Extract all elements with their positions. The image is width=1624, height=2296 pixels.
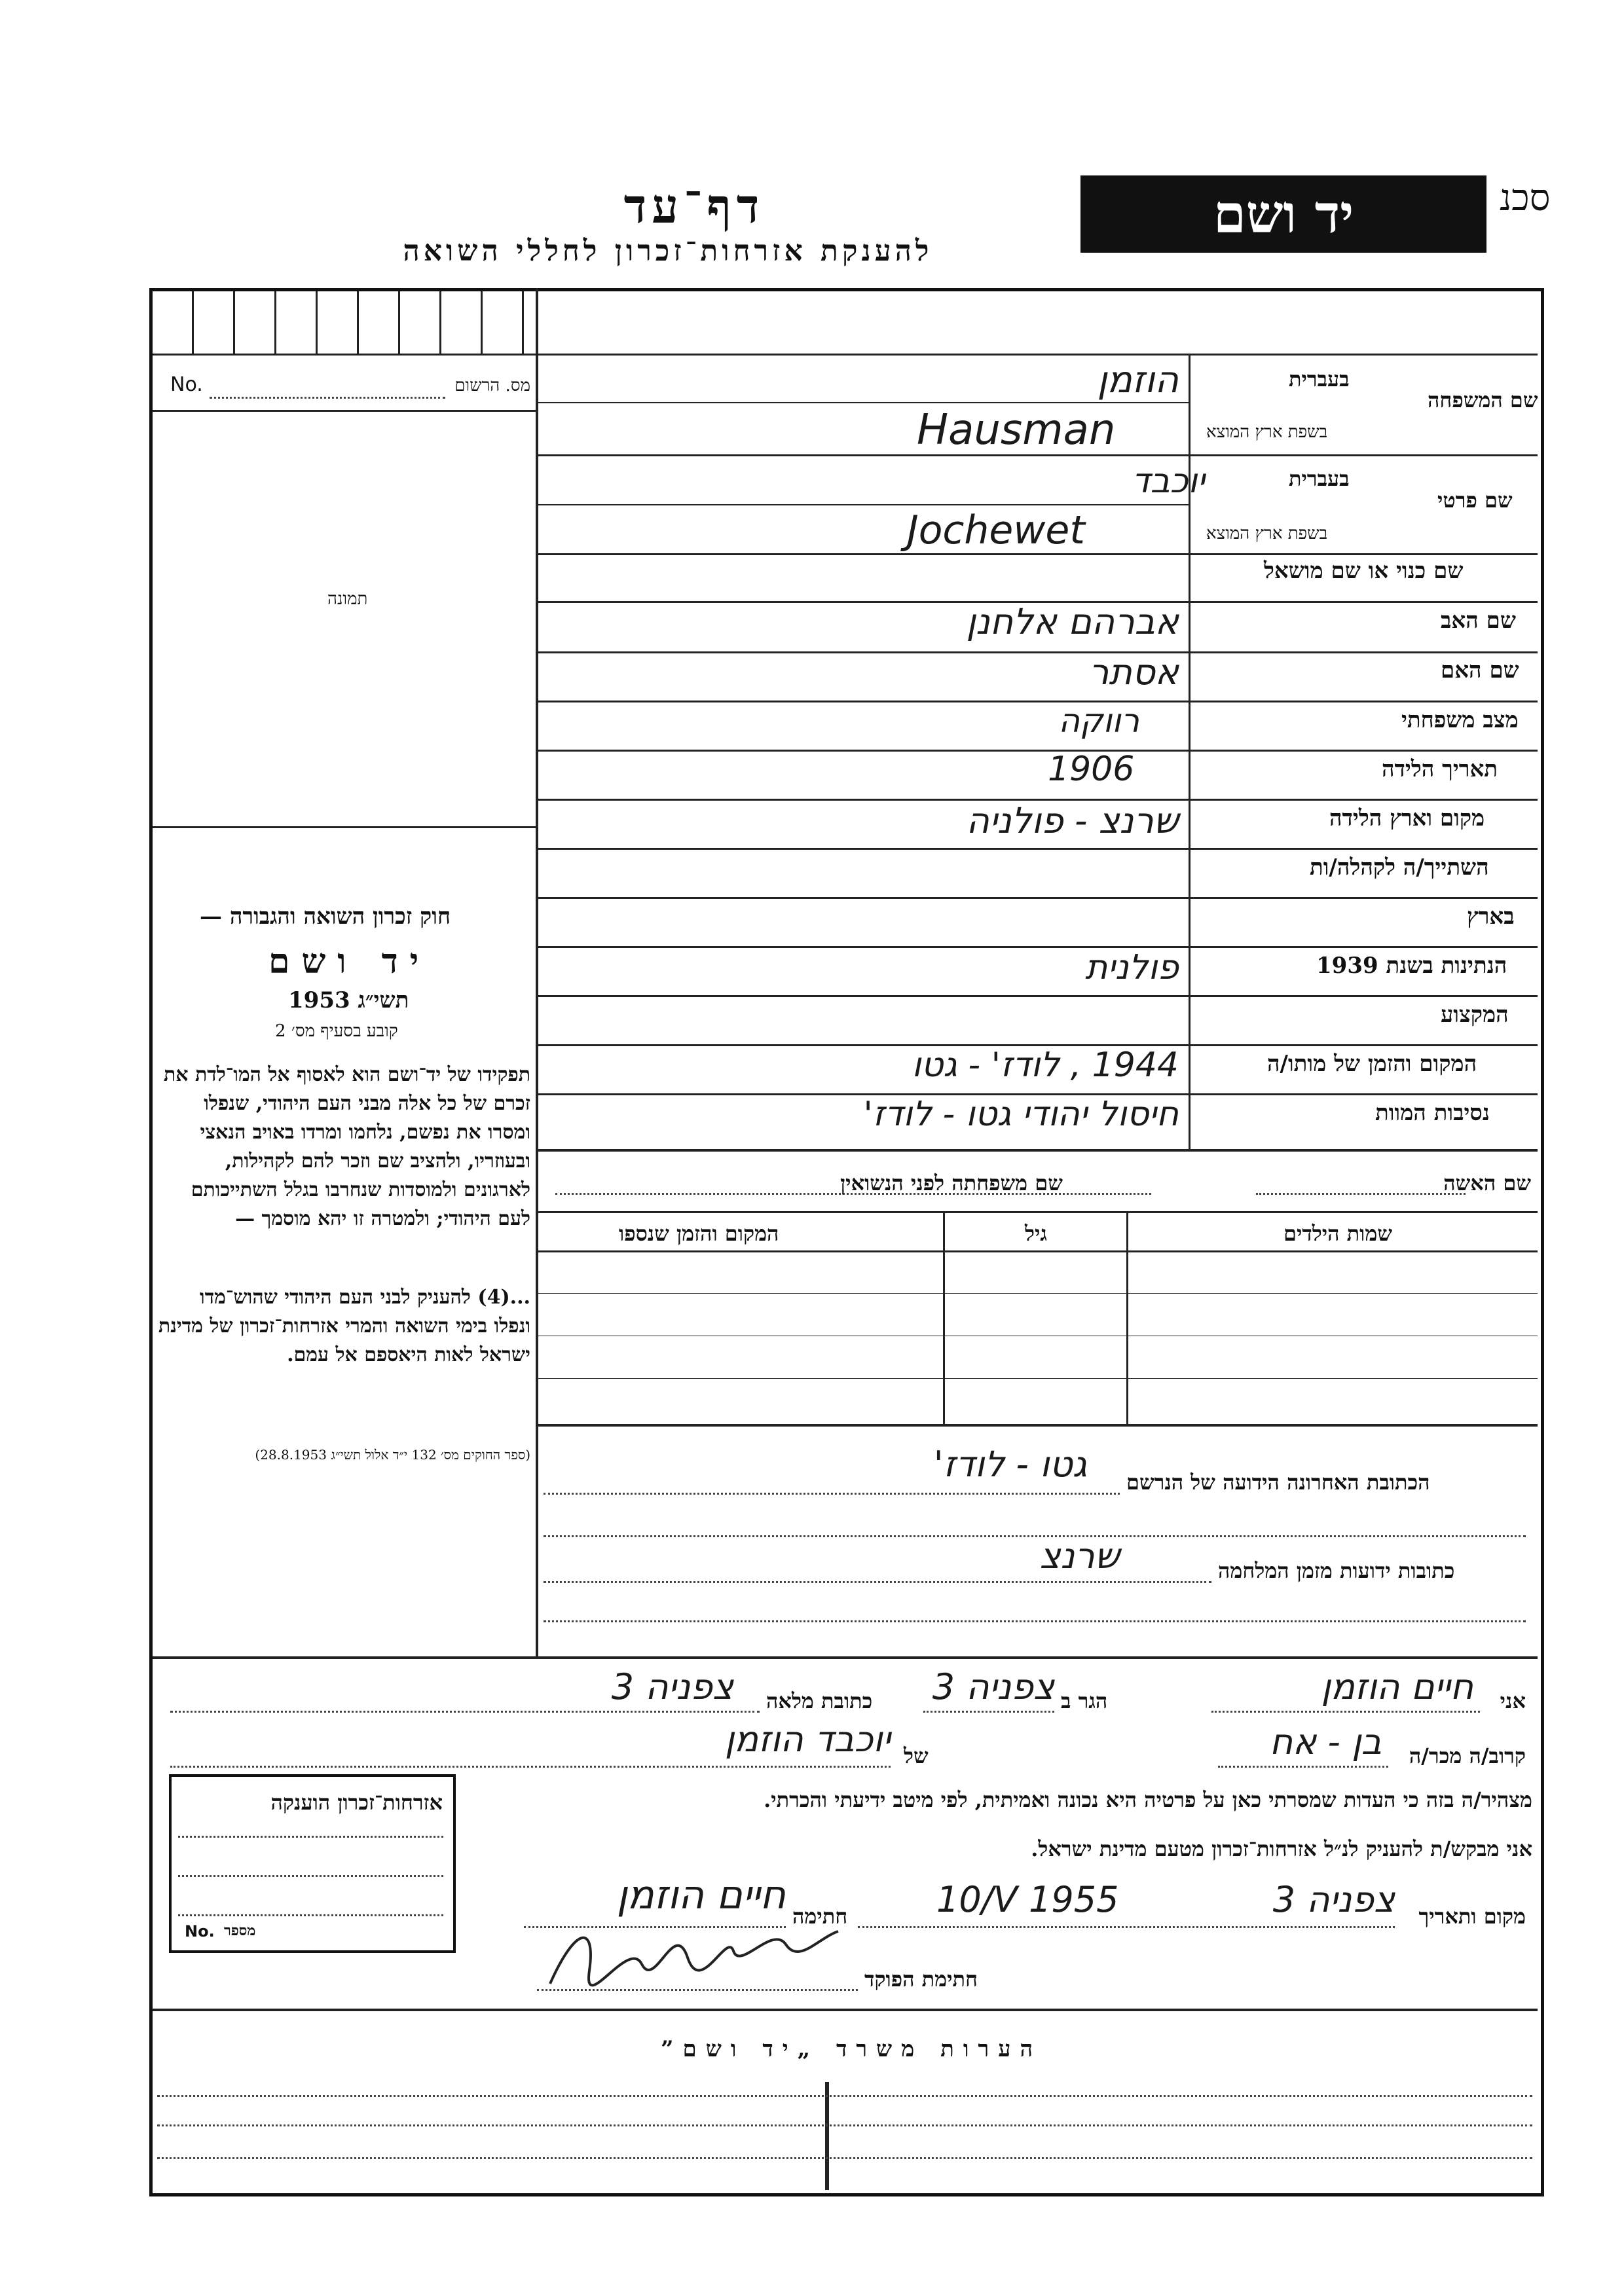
family-name-origin-value: Hausman [917,406,1116,454]
first-name-hebrew-label: בעברית [1289,466,1350,491]
first-name-origin-value: Jochewet [907,507,1085,553]
children-col-line [943,1211,945,1424]
family-name-origin-label: בשפת ארץ המוצא [1206,422,1328,442]
corner-note: סכנ [1500,177,1551,219]
row-line [536,848,1538,850]
birth-date-value: 1906 [1048,750,1135,789]
family-name-hebrew-value: הוזמן [1097,359,1179,401]
address-extra-line [544,1620,1526,1622]
country-label: בארץ [1467,903,1515,930]
date-value: 10/V 1955 [936,1879,1119,1920]
children-row-line [536,1293,1538,1294]
citizenship-box-number-label: מספר [224,1922,256,1939]
law-clause: קובע בסעיף מס׳ 2 [275,1021,398,1041]
last-address-line [544,1493,1120,1495]
wife-label: שם האשה [1443,1171,1531,1195]
citizenship-label: הנתינות בשנת 1939 [1316,953,1507,979]
marital-value: רווקה [1058,702,1139,740]
family-name-label: שם המשפחה [1428,388,1538,412]
page-title: דף־עד [623,178,765,234]
children-header-line [536,1250,1538,1252]
law-source: (ספר החוקים מס׳ 132 י״ד אלול תשי״ג 28.8.1953) [255,1447,530,1463]
father-label: שם האב [1441,608,1516,634]
law-text-1: תפקידו של יד־ושם הוא לאסוף אל המו־לדת את זכרם של כל אלה מבני העם היהודי, שנפלו ומסרו את נפשם, נלחמו ומרדו באויב הנאצי ובעוזריו, ולהציב שם וזכר להם לקהילות, לארגונים ולמוסדות שנחרבו בגלל השתייכותם לעם היהודי; ולמטרה זו יהא מוסמך — [163,1063,530,1230]
digit-boxes [153,291,536,354]
row-line [536,402,1189,403]
death-value: 1944 , לודז' - גטו [912,1046,1179,1085]
officer-row [537,1938,1061,2003]
marital-label: מצב משפחתי [1401,707,1519,733]
birth-place-value: שרנצ - פולניה [966,800,1179,841]
logo-text: יד ושם [1213,183,1354,245]
full-address-label: כתובת מלאה [766,1688,873,1713]
office-notes-title: הערות משרד „יד ושם” [660,2036,1043,2062]
page-subtitle: להענקת אזרחות־זכרון לחללי השואה [403,234,933,268]
spouse-bottom-line [536,1211,1538,1213]
death-label: המקום והזמן של מותו/ה [1267,1051,1477,1077]
last-address-value: גטו - לודז' [933,1444,1087,1485]
nickname-label: שם כנוי או שם מושאל [1264,558,1464,584]
row-line [536,750,1538,752]
family-name-hebrew-label: בעברית [1289,367,1350,392]
office-notes-divider [825,2082,829,2190]
photo-label: תמונה [327,589,368,609]
birth-date-label: תאריך הלידה [1382,756,1498,782]
declaration-text: מצהיר/ה בזה כי העדות שמסרתי כאן על פרטיה היא נכונה ואמיתית, לפי מיטב ידיעתי והכרתי. [764,1787,1532,1812]
row-line [536,553,1538,555]
of-label: של [904,1743,929,1768]
logo [1080,175,1486,253]
war-address-value: שרנצ [1039,1535,1120,1576]
reg-row-divider [153,410,536,412]
of-value: יוכבד הוזמן [724,1719,891,1760]
declarant-name-value: חיים הוזמן [1321,1666,1473,1707]
children-names-header: שמות הילדים [1283,1221,1392,1246]
reg-label: מס. הרשום [454,376,530,395]
profession-label: המקצוע [1441,1002,1509,1028]
law-text-2: ...(4) להעניק לבני העם היהודי שהוש־מדו ונפלו בימי השואה והמרי אזרחות־זכרון של מדינת ישראל לאות היאספם אל עמם. [158,1286,530,1366]
spouse-row [536,1152,1538,1211]
citizenship-box-no-label: No. [185,1922,215,1941]
last-address-label: הכתובת האחרונה הידועה של הנרשם [1126,1470,1430,1495]
war-address-line [544,1581,1211,1583]
law-year: תשי״ג 1953 [288,987,409,1013]
death-circumstances-value: חיסול יהודי גטו - לודז' [863,1095,1179,1134]
relation-label: קרוב/ה מכר/ה [1409,1743,1526,1768]
reg-no-label: No. [170,373,203,396]
office-notes-top-line [153,2009,1538,2011]
place-date-label: מקום ותאריך [1418,1904,1526,1929]
father-value: אברהם אלחנן [966,601,1179,642]
children-age-header: גיל [1025,1221,1047,1246]
law-title: חוק זכרון השואה והגבורה — [200,903,451,930]
citizenship-value: פולנית [1085,948,1179,987]
birth-place-label: מקום וארץ הלידה [1329,805,1485,831]
children-col-line [1126,1211,1128,1424]
officer-label: חתימת הפוקד [864,1967,978,1992]
row-line [536,454,1538,456]
row-line [536,1149,1538,1152]
notes-line [157,2157,1532,2159]
mother-label: שם האם [1441,657,1519,683]
citizenship-box-title: אזרחות־זכרון הוענקה [270,1790,443,1815]
citizenship-box [169,1774,456,1953]
place-value: צפניה 3 [1272,1879,1395,1920]
children-bottom-line [536,1424,1538,1427]
declarant-row-2 [157,1719,1532,1777]
law-name: יד ושם [268,941,431,981]
declarant-row-1 [157,1666,1532,1719]
first-name-origin-label: בשפת ארץ המוצא [1206,524,1328,543]
request-text: אני מבקש/ת להעניק לנ״ל אזרחות־זכרון מטעם מדינת ישראל. [1031,1836,1532,1861]
first-name-label: שם פרטי [1437,488,1513,513]
declaration-top-line [153,1656,1538,1659]
notes-line [157,2095,1532,2097]
left-column-divider [536,288,538,1656]
maiden-name-label: שם משפחתה לפני הנשואין [840,1171,1063,1195]
signature-label: חתימה [792,1904,848,1929]
row-line [536,504,1189,505]
mother-value: אסתר [1088,651,1179,693]
children-row-line [536,1378,1538,1379]
notes-line [157,2124,1532,2126]
signature-value: חיים הוזמן [616,1872,786,1918]
row-line [536,897,1538,899]
photo-bottom-divider [153,826,536,828]
top-row-divider [153,354,1538,355]
war-address-label: כתובות ידועות מזמן המלחמה [1218,1558,1455,1583]
reg-number-row [170,373,530,406]
relation-value: בן - אח [1269,1721,1382,1762]
resides-label: הגר ב [1061,1688,1108,1713]
i-label: אני [1500,1688,1526,1713]
full-address-value: צפניה 3 [611,1666,733,1707]
death-circumstances-label: נסיבות המוות [1375,1100,1490,1126]
first-name-hebrew-value: יוכבד [1132,462,1205,501]
community-label: השתייך/ה לקהלה/ות [1310,854,1489,881]
row-line [536,995,1538,997]
officer-signature-scribble [537,1912,851,2003]
resides-value: צפניה 3 [932,1666,1054,1707]
children-place-header: המקום והזמן שנספו [619,1221,779,1246]
